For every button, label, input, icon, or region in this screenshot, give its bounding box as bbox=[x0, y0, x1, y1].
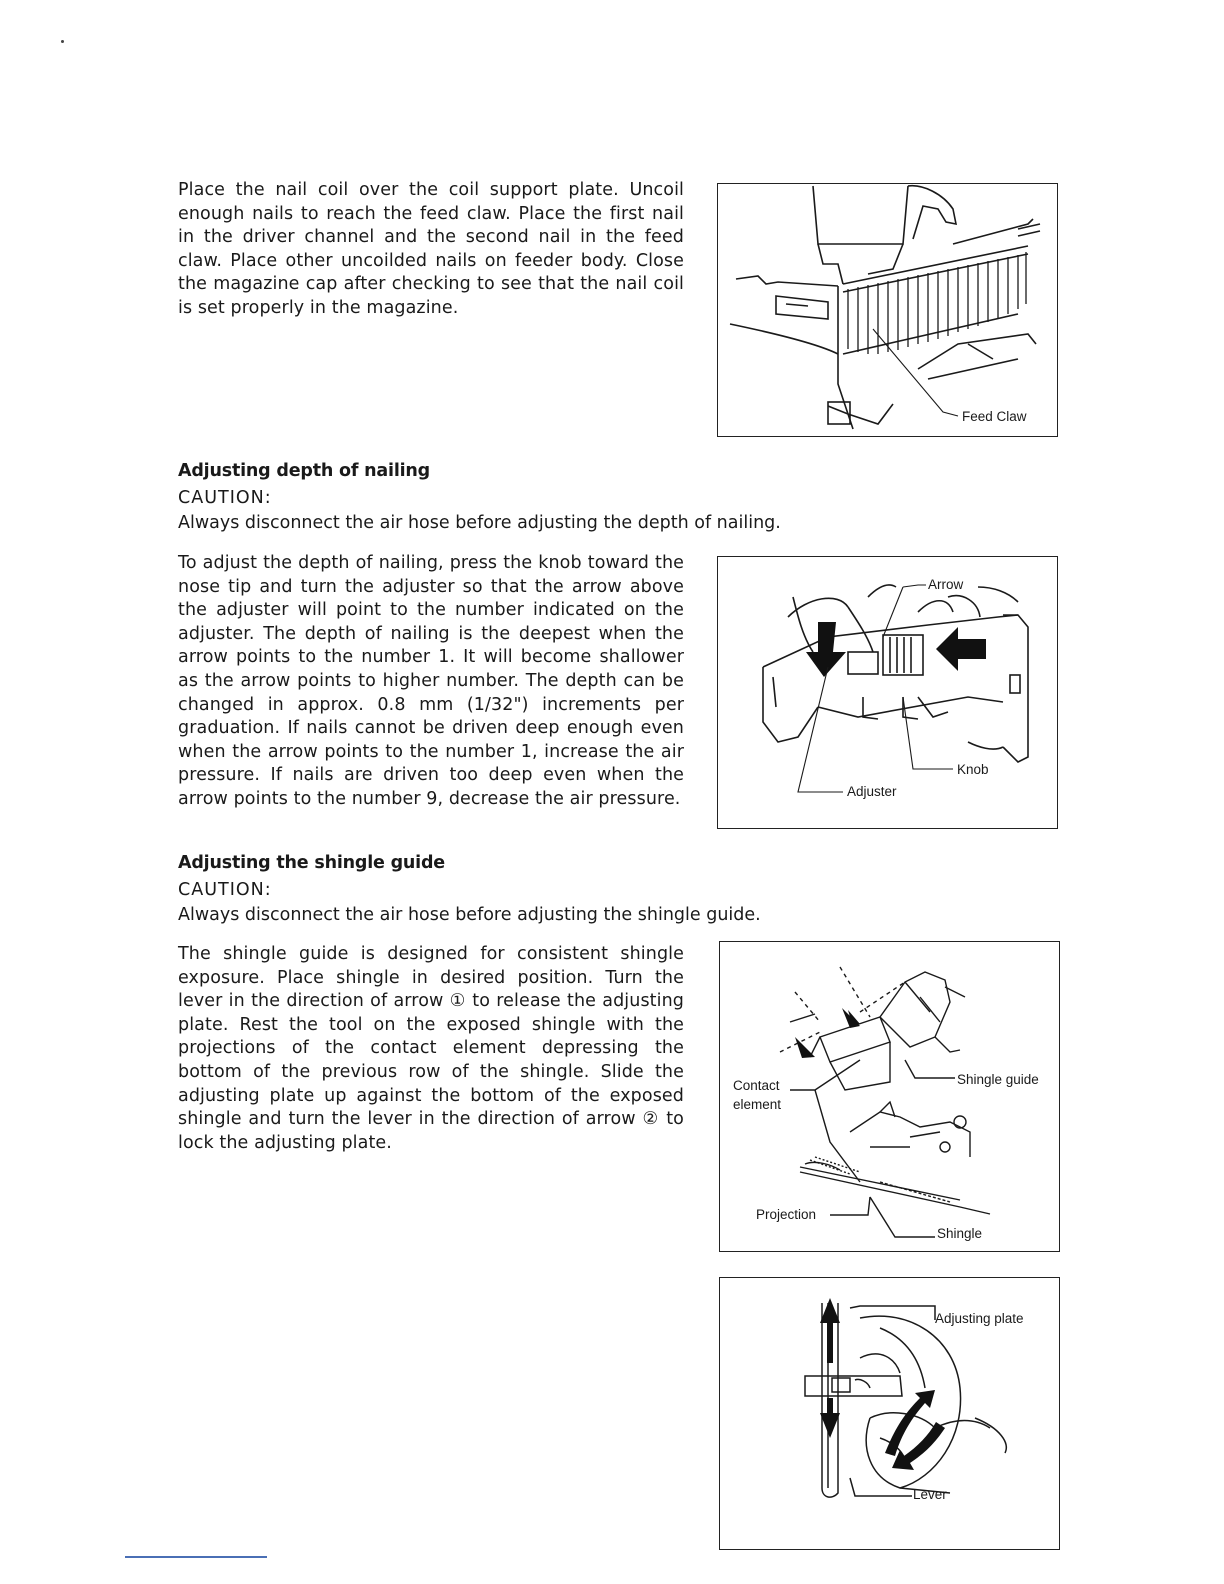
label-arrow: Arrow bbox=[928, 577, 964, 592]
label-element: element bbox=[733, 1097, 782, 1112]
heading-adjusting-depth: Adjusting depth of nailing bbox=[178, 461, 431, 481]
label-adjusting-plate: Adjusting plate bbox=[935, 1311, 1024, 1326]
label-projection: Projection bbox=[756, 1207, 817, 1222]
caution-text-depth: Always disconnect the air hose before adjusting the depth of nailing. bbox=[178, 513, 781, 533]
bottom-rule bbox=[125, 1556, 267, 1558]
caution-label-depth: CAUTION: bbox=[178, 488, 272, 508]
nailer-magazine-illustration bbox=[718, 184, 1059, 438]
adjusting-plate-figure bbox=[719, 1277, 1060, 1550]
label-adjuster: Adjuster bbox=[847, 784, 897, 799]
coil-loading-paragraph: Place the nail coil over the coil support plate. Uncoil enough nails to reach the feed claw. Place the first nail in the driver channel and the second nail in the feed claw. Place other uncoilded nails on feeder body. Close the magazine cap after checking to see that the nail coil is set properly in the magazine. bbox=[178, 180, 684, 318]
label-contact: Contact bbox=[733, 1078, 780, 1093]
label-knob: Knob bbox=[957, 762, 989, 777]
scan-speck bbox=[61, 40, 64, 43]
label-shingle: Shingle bbox=[937, 1226, 983, 1241]
caution-label-shingle: CAUTION: bbox=[178, 880, 272, 900]
caution-text-shingle: Always disconnect the air hose before adjusting the shingle guide. bbox=[178, 905, 761, 925]
heading-adjusting-shingle-guide: Adjusting the shingle guide bbox=[178, 853, 445, 873]
depth-adjust-paragraph: To adjust the depth of nailing, press the knob toward the nose tip and turn the adjuster so that the arrow above the adjuster will point to the number indicated on the adjuster. The depth of nailing is the deepest when the arrow points to the number 1. It will become shallower as the arrow points to higher number. The depth can be changed in approx. 0.8 mm (1/32") increments per graduation. If nails cannot be driven deep enough even when the arrow points to the number 1, increase the air pressure. If nails are driven too deep even when the arrow points to the number 9, decrease the air pressure. bbox=[178, 553, 684, 809]
depth-adjuster-figure bbox=[717, 556, 1058, 829]
shingle-guide-figure bbox=[719, 941, 1060, 1252]
label-lever: Lever bbox=[913, 1487, 947, 1502]
feed-claw-figure bbox=[717, 183, 1058, 437]
label-shingle-guide: Shingle guide bbox=[957, 1072, 1039, 1087]
label-feed-claw: Feed Claw bbox=[962, 409, 1027, 424]
shingle-guide-paragraph: The shingle guide is designed for consistent shingle exposure. Place shingle in desired position. Turn the lever in the direction of arrow ① to release the adjusting plate. Rest the tool on the exposed shingle with the projections of the contact element depressing the bottom of the previous row of the shingle. Slide the adjusting plate up against the bottom of the exposed shingle and turn the lever in the direction of arrow ② to lock the adjusting plate. bbox=[178, 944, 684, 1153]
